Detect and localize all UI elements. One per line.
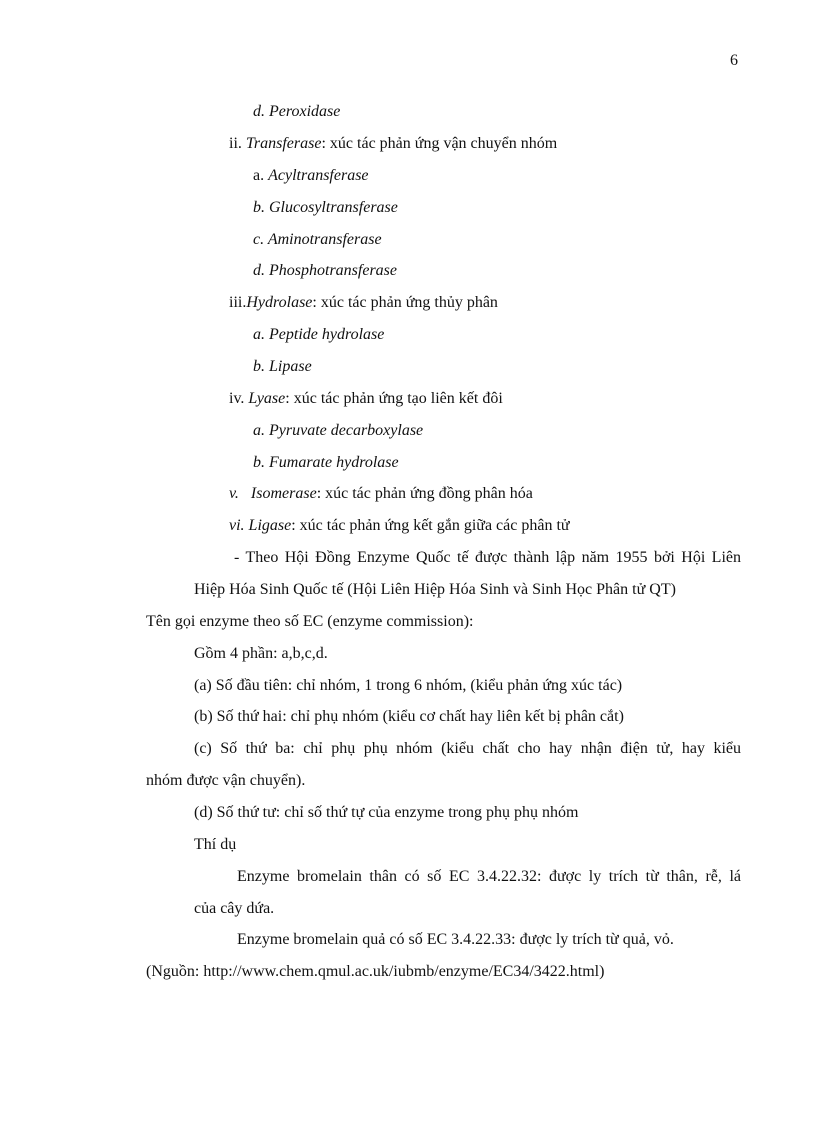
enzyme-name: d. Peroxidase: [253, 103, 341, 120]
ec-part-d: (d) Số thứ tư: chỉ số thứ tự của enzyme trong phụ phụ nhóm: [194, 804, 579, 821]
ec-parts-intro: Gồm 4 phần: a,b,c,d.: [194, 645, 328, 662]
enzyme-name: b. Glucosyltransferase: [253, 199, 398, 216]
enzyme-class-term: Ligase: [248, 517, 292, 534]
enzyme-class-description: : xúc tác phản ứng thủy phân: [312, 294, 498, 311]
list-item-peptide-hydrolase: [253, 325, 384, 345]
ec-part-c-line-1: (c) Số thứ ba: chỉ phụ phụ nhóm (kiểu chất cho hay nhận điện tử, hay kiểu: [194, 740, 741, 757]
enzyme-class-term: Isomerase: [250, 485, 317, 502]
paragraph-iubmb-line-2: Hiệp Hóa Sinh Quốc tế (Hội Liên Hiệp Hóa Sinh và Sinh Học Phân tử QT): [194, 581, 676, 598]
list-item-aminotransferase: [253, 230, 382, 250]
enzyme-name: Acyltransferase: [268, 167, 369, 184]
enzyme-class-hydrolase: [229, 293, 498, 313]
enzyme-class-description: : xúc tác phản ứng vận chuyển nhóm: [321, 135, 558, 152]
enzyme-class-description: : xúc tác phản ứng kết gắn giữa các phân tử: [291, 517, 570, 534]
list-item-peroxidase: [253, 102, 340, 122]
roman-numeral: iv.: [229, 390, 245, 407]
enzyme-class-term: Transferase: [245, 135, 322, 152]
example-fruit-bromelain: Enzyme bromelain quả có số EC 3.4.22.33: được ly trích từ quả, vỏ.: [237, 931, 674, 948]
list-item-phosphotransferase: [253, 261, 397, 281]
enzyme-class-term: Lyase: [248, 390, 286, 407]
roman-numeral: iii.: [229, 294, 247, 311]
ec-naming-heading: Tên gọi enzyme theo số EC (enzyme commission):: [146, 613, 474, 630]
list-item-acyltransferase: [253, 166, 369, 186]
enzyme-name: d. Phosphotransferase: [253, 262, 397, 279]
enzyme-name: b. Lipase: [253, 358, 312, 375]
roman-numeral: v.: [229, 485, 239, 502]
enzyme-name: b. Fumarate hydrolase: [253, 454, 399, 471]
enzyme-class-description: : xúc tác phản ứng đồng phân hóa: [316, 485, 533, 502]
ec-part-b: (b) Số thứ hai: chỉ phụ nhóm (kiểu cơ chất hay liên kết bị phân cắt): [194, 708, 624, 725]
enzyme-class-isomerase: [229, 484, 533, 504]
list-item-glucosyltransferase: [253, 198, 398, 218]
enzyme-class-lyase: [229, 389, 503, 409]
paragraph-iubmb-line-1: - Theo Hội Đồng Enzyme Quốc tế được thành lập năm 1955 bởi Hội Liên: [234, 549, 741, 566]
list-letter: a.: [253, 167, 265, 184]
enzyme-class-term: Hydrolase: [246, 294, 313, 311]
example-heading: Thí dụ: [194, 836, 237, 853]
source-citation: (Nguồn: http://www.chem.qmul.ac.uk/iubmb/enzyme/EC34/3422.html): [146, 963, 605, 980]
enzyme-class-description: : xúc tác phản ứng tạo liên kết đôi: [285, 390, 503, 407]
list-item-fumarate-hydrolase: [253, 453, 399, 473]
roman-numeral: ii.: [229, 135, 242, 152]
list-item-pyruvate-decarboxylase: [253, 421, 423, 441]
ec-part-c-line-2: nhóm được vận chuyển).: [146, 772, 306, 789]
list-item-lipase: [253, 357, 312, 377]
ec-part-a: (a) Số đầu tiên: chỉ nhóm, 1 trong 6 nhóm, (kiểu phản ứng xúc tác): [194, 677, 623, 694]
example-stem-bromelain-line-2: của cây dứa.: [194, 900, 275, 917]
enzyme-class-ligase: [229, 516, 570, 536]
page-number: 6: [730, 52, 738, 69]
example-stem-bromelain-line-1: Enzyme bromelain thân có số EC 3.4.22.32: được ly trích từ thân, rễ, lá: [237, 868, 741, 885]
enzyme-name: c. Aminotransferase: [253, 231, 382, 248]
enzyme-name: a. Peptide hydrolase: [253, 326, 385, 343]
enzyme-class-transferase: [229, 134, 557, 154]
roman-numeral: vi.: [229, 517, 245, 534]
enzyme-name: a. Pyruvate decarboxylase: [253, 422, 424, 439]
